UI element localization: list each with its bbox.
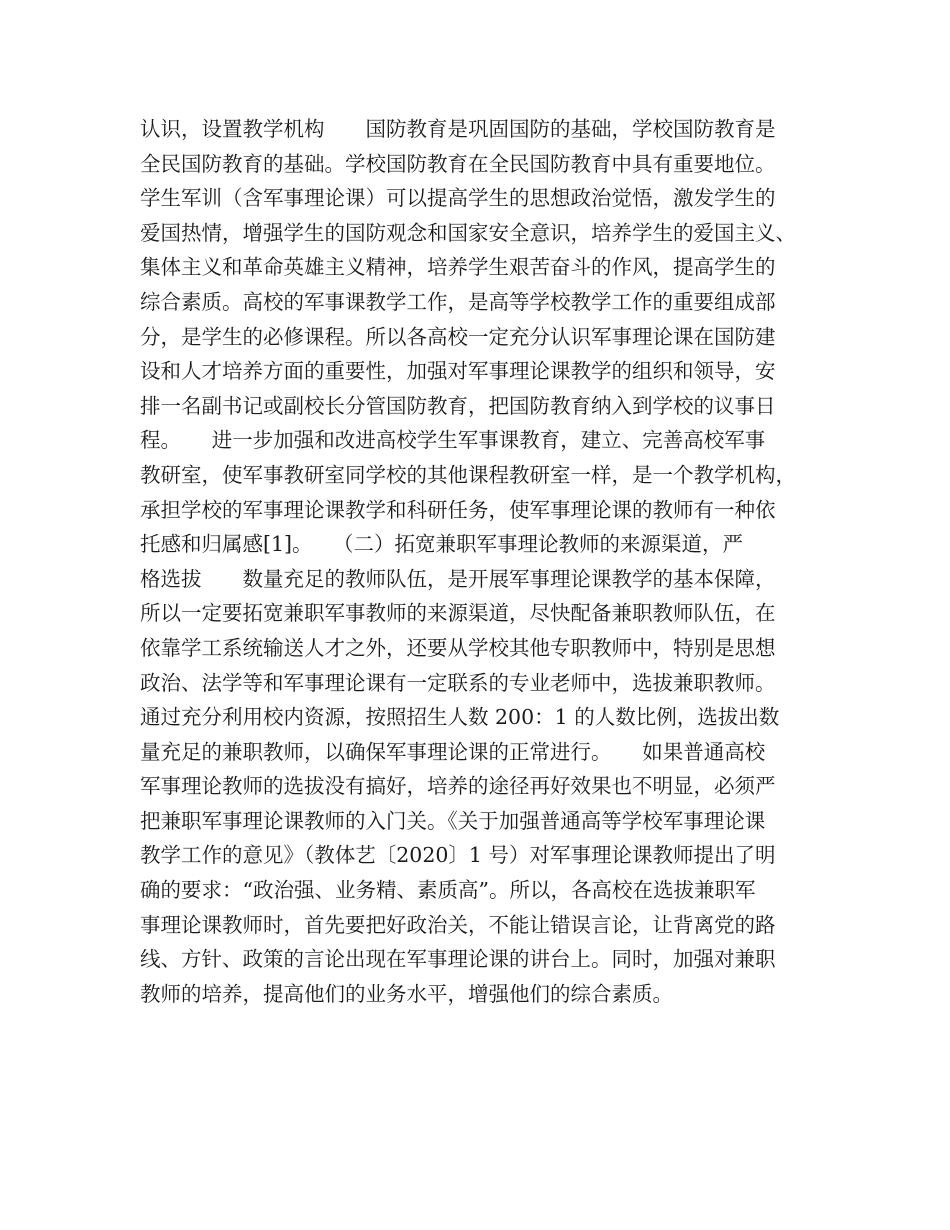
text-line: 所以一定要拓宽兼职军事教师的来源渠道，尽快配备兼职教师队伍，在 bbox=[140, 601, 776, 626]
text-line: 综合素质。高校的军事课教学工作，是高等学校教学工作的重要组成部 bbox=[140, 289, 776, 314]
text-line: 教学工作的意见》（教体艺〔2020〕1 号）对军事理论课教师提出了明 bbox=[140, 843, 776, 868]
text-line: 程。 进一步加强和改进高校学生军事课教育，建立、完善高校军事 bbox=[140, 428, 766, 453]
text-line: 学生军训（含军事理论课）可以提高学生的思想政治觉悟，激发学生的 bbox=[140, 186, 776, 211]
text-line: 排一名副书记或副校长分管国防教育，把国防教育纳入到学校的议事日 bbox=[140, 393, 776, 418]
text-line: 托感和归属感[1]。 （二）拓宽兼职军事理论教师的来源渠道，严 bbox=[140, 532, 744, 557]
text-line: 分，是学生的必修课程。所以各高校一定充分认识军事理论课在国防建 bbox=[140, 324, 776, 349]
text-line: 依靠学工系统输送人才之外，还要从学校其他专职教师中，特别是思想 bbox=[140, 635, 776, 660]
text-line: 确的要求：“政治强、业务精、素质高”。所以，各高校在选拔兼职军 bbox=[140, 878, 756, 903]
text-line: 爱国热情，增强学生的国防观念和国家安全意识，培养学生的爱国主义、 bbox=[140, 220, 796, 245]
text-line: 量充足的兼职教师，以确保军事理论课的正常进行。 如果普通高校 bbox=[140, 739, 766, 764]
text-line: 认识，设置教学机构 国防教育是巩固国防的基础，学校国防教育是 bbox=[140, 117, 776, 141]
text-line: 承担学校的军事理论课教学和科研任务，使军事理论课的教师有一种依 bbox=[140, 497, 776, 522]
text-line: 线、方针、政策的言论出现在军事理论课的讲台上。同时，加强对兼职 bbox=[140, 947, 776, 972]
text-line: 集体主义和革命英雄主义精神，培养学生艰苦奋斗的作风，提高学生的 bbox=[140, 255, 776, 280]
text-line: 格选拔 数量充足的教师队伍，是开展军事理论课教学的基本保障， bbox=[140, 566, 776, 591]
text-line: 设和人才培养方面的重要性，加强对军事理论课教学的组织和领导，安 bbox=[140, 359, 776, 384]
text-line: 事理论课教师时，首先要把好政治关，不能让错误言论，让背离党的路 bbox=[140, 912, 776, 937]
text-line: 把兼职军事理论课教师的入门关。《关于加强普通高等学校军事理论课 bbox=[140, 808, 766, 833]
text-line: 全民国防教育的基础。学校国防教育在全民国防教育中具有重要地位。 bbox=[140, 151, 776, 176]
text-line: 教研室，使军事教研室同学校的其他课程教研室一样，是一个教学机构， bbox=[140, 462, 796, 487]
text-line: 军事理论教师的选拔没有搞好，培养的途径再好效果也不明显，必须严 bbox=[140, 774, 776, 799]
body-text bbox=[140, 112, 820, 1011]
text-line: 通过充分利用校内资源，按照招生人数 200：1 的人数比例，选拔出数 bbox=[140, 705, 780, 730]
text-line: 教师的培养，提高他们的业务水平，增强他们的综合素质。 bbox=[140, 981, 673, 1006]
text-line: 政治、法学等和军事理论课有一定联系的专业老师中，选拔兼职教师。 bbox=[140, 670, 776, 695]
